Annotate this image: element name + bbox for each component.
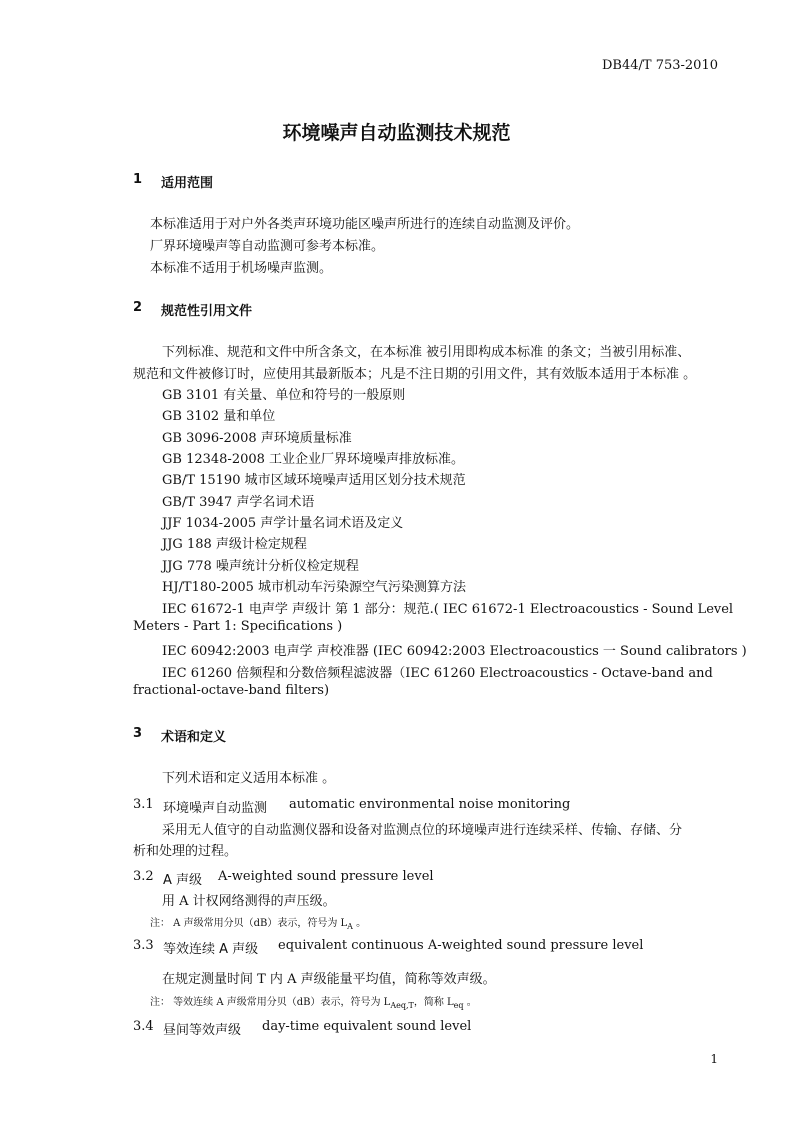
- section-1-number: 1: [133, 172, 143, 187]
- term-definition: 用 A 计权网络测得的声压级。: [162, 894, 336, 909]
- term-note: 注： 等效连续 A 声级常用分贝（dB）表示，符号为 $L_{Aeq,T}$，简称 $L_{eq}$ 。: [150, 997, 477, 1010]
- term-chinese: 等效连续 A 声级: [163, 942, 259, 957]
- reference-item-iec-60942: IEC 60942:2003 电声学 声校准器 (IEC 60942:2003 Electroacoustics 一 Sound calibrators ): [162, 644, 747, 659]
- section-1-title: 适用范围: [161, 176, 214, 191]
- section-1-paragraph: 厂界环境噪声等自动监测可参考本标准。: [150, 239, 385, 254]
- reference-item-iec-61260: IEC 61260 倍频程和分数倍频程滤波器（IEC 61260 Electroacoustics - Octave-band and: [162, 666, 713, 681]
- page-number: 1: [710, 1052, 718, 1066]
- reference-item: JJG 188 声级计检定规程: [162, 537, 307, 552]
- section-3-title: 术语和定义: [161, 730, 227, 745]
- document-code: DB44/T 753-2010: [602, 58, 718, 73]
- term-english: equivalent continuous A-weighted sound pressure level: [278, 938, 644, 953]
- term-number: 3.4: [133, 1019, 154, 1034]
- reference-item-iec-61672: IEC 61672-1 电声学 声级计 第 1 部分：规范.( IEC 61672-1 Electroacoustics - Sound Level: [162, 602, 734, 617]
- reference-item: JJF 1034-2005 声学计量名词术语及定义: [162, 516, 404, 531]
- reference-item: JJG 778 噪声统计分析仪检定规程: [162, 559, 359, 574]
- term-english: A-weighted sound pressure level: [218, 869, 434, 884]
- reference-item-iec-61672-cont: Meters - Part 1: Specifications ): [133, 619, 343, 634]
- term-chinese: 昼间等效声级: [163, 1023, 242, 1038]
- section-2-intro: 下列标准、规范和文件中所含条文，在本标准 被引用即构成本标准 的条文；当被引用标准、: [162, 345, 691, 360]
- reference-item: GB/T 15190 城市区域环境噪声适用区划分技术规范: [162, 473, 466, 488]
- term-definition: 析和处理的过程。: [133, 844, 238, 859]
- document-title: 环境噪声自动监测技术规范: [282, 122, 511, 144]
- reference-item: GB 3102 量和单位: [162, 409, 276, 424]
- reference-item: HJ/T180-2005 城市机动车污染源空气污染测算方法: [162, 580, 467, 595]
- term-number: 3.2: [133, 869, 154, 884]
- reference-item: GB 3096-2008 声环境质量标准: [162, 431, 352, 446]
- reference-item-iec-61260-cont: fractional-octave-band filters): [133, 683, 330, 698]
- section-3-intro: 下列术语和定义适用本标准 。: [162, 771, 336, 786]
- reference-item: GB 12348-2008 工业企业厂界环境噪声排放标准。: [162, 452, 465, 467]
- term-number: 3.1: [133, 797, 154, 812]
- term-definition: 在规定测量时间 T 内 A 声级能量平均值，简称等效声级。: [162, 972, 496, 987]
- term-chinese: A 声级: [163, 873, 203, 888]
- term-definition: 采用无人值守的自动监测仪器和设备对监测点位的环境噪声进行连续采样、传输、存储、分: [162, 823, 683, 838]
- section-2-title: 规范性引用文件: [161, 304, 253, 319]
- section-1-paragraph: 本标准不适用于机场噪声监测。: [150, 261, 333, 276]
- section-1-paragraph: 本标准适用于对户外各类声环境功能区噪声所进行的连续自动监测及评价。: [150, 217, 580, 232]
- term-english: day-time equivalent sound level: [262, 1019, 472, 1034]
- term-number: 3.3: [133, 938, 154, 953]
- section-2-number: 2: [133, 300, 143, 315]
- reference-item: GB 3101 有关量、单位和符号的一般原则: [162, 388, 406, 403]
- reference-item: GB/T 3947 声学名词术语: [162, 495, 315, 510]
- term-note: 注： A 声级常用分贝（dB）表示，符号为 $L_A$ 。: [150, 918, 367, 931]
- section-2-intro: 规范和文件被修订时，应使用其最新版本；凡是不注日期的引用文件，其有效版本适用于本标准 。: [133, 367, 697, 382]
- term-chinese: 环境噪声自动监测: [163, 801, 268, 816]
- term-english: automatic environmental noise monitoring: [289, 797, 571, 812]
- section-3-number: 3: [133, 726, 143, 741]
